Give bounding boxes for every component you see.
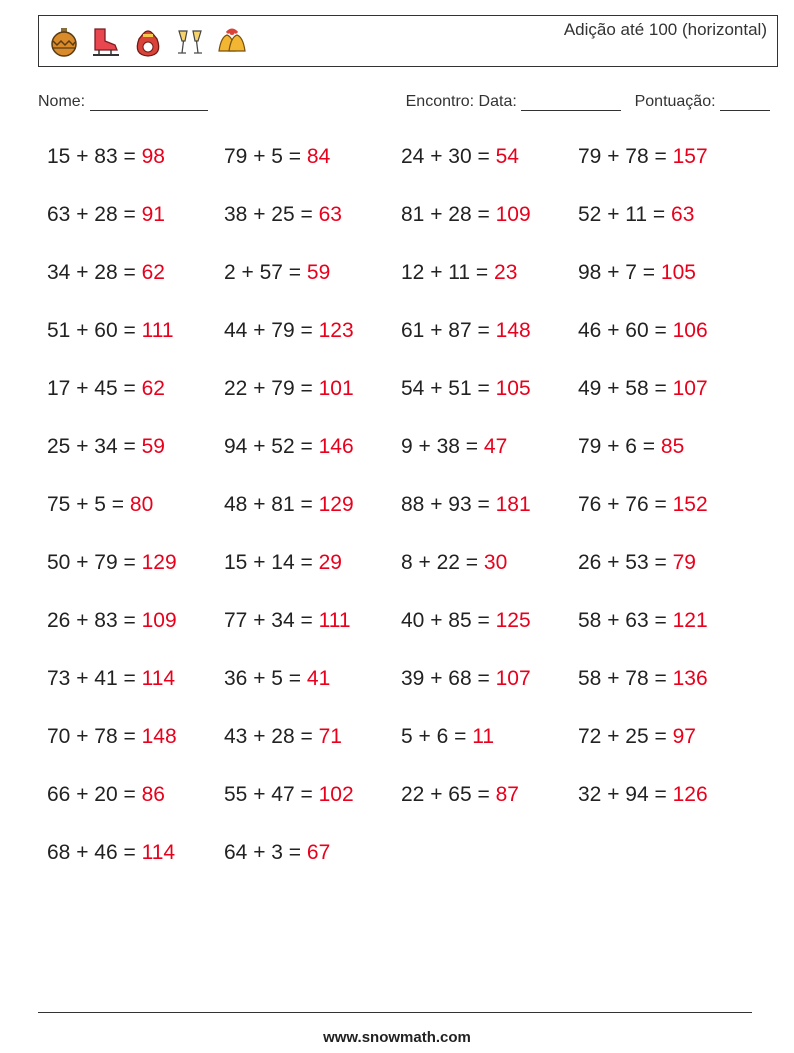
problem-expression: 94 + 52 = xyxy=(224,435,319,458)
name-label: Nome: xyxy=(38,93,86,110)
addition-problem xyxy=(578,261,696,285)
problem-answer: 71 xyxy=(318,725,342,748)
problem-expression: 72 + 25 = xyxy=(578,725,673,748)
problem-answer: 59 xyxy=(141,435,165,458)
addition-problem xyxy=(47,145,165,169)
problem-answer: 114 xyxy=(141,667,176,690)
problem-answer: 123 xyxy=(318,319,354,342)
problem-answer: 87 xyxy=(495,783,519,806)
addition-problem xyxy=(401,203,531,227)
problem-answer: 59 xyxy=(306,261,331,284)
score-blank[interactable] xyxy=(720,96,770,111)
problem-answer: 97 xyxy=(672,725,696,748)
problem-answer: 109 xyxy=(141,609,177,632)
meeting-score-fields xyxy=(406,93,770,111)
addition-problem xyxy=(578,493,708,517)
addition-problem xyxy=(224,551,342,575)
problem-expression: 88 + 93 = xyxy=(401,493,496,516)
problem-expression: 25 + 34 = xyxy=(47,435,142,458)
addition-problem xyxy=(47,841,175,865)
problem-expression: 46 + 60 = xyxy=(578,319,673,342)
addition-problem xyxy=(224,435,354,459)
addition-problem xyxy=(578,435,684,459)
addition-problem xyxy=(224,377,354,401)
problem-expression: 64 + 3 = xyxy=(224,841,307,864)
addition-problem xyxy=(47,783,165,807)
addition-problem xyxy=(47,609,177,633)
problem-answer: 107 xyxy=(672,377,708,400)
problem-answer: 125 xyxy=(495,609,531,632)
addition-problem xyxy=(401,551,507,575)
addition-problem xyxy=(47,203,165,227)
problem-answer: 148 xyxy=(141,725,177,748)
addition-problem xyxy=(401,435,507,459)
addition-problem xyxy=(401,261,517,285)
problem-answer: 129 xyxy=(141,551,177,574)
footer-url: www.snowmath.com xyxy=(323,1029,471,1046)
addition-problem xyxy=(401,783,519,807)
addition-problem xyxy=(401,609,531,633)
problem-answer: 111 xyxy=(141,319,174,342)
problem-expression: 76 + 76 = xyxy=(578,493,673,516)
addition-problem xyxy=(224,841,330,865)
problem-answer: 63 xyxy=(318,203,342,226)
problem-expression: 17 + 45 = xyxy=(47,377,142,400)
addition-problem xyxy=(578,725,696,749)
problem-expression: 68 + 46 = xyxy=(47,841,142,864)
problem-answer: 47 xyxy=(483,435,508,458)
problem-answer: 152 xyxy=(672,493,708,516)
problem-expression: 48 + 81 = xyxy=(224,493,319,516)
worksheet-title: Adição até 100 (horizontal) xyxy=(563,20,767,39)
footer-divider xyxy=(38,1012,752,1013)
problem-answer: 84 xyxy=(306,145,331,168)
problem-answer: 121 xyxy=(672,609,708,632)
problem-answer: 67 xyxy=(306,841,331,864)
addition-problem xyxy=(224,493,354,517)
addition-problem xyxy=(47,667,175,691)
problem-expression: 98 + 7 = xyxy=(578,261,661,284)
worksheet-header xyxy=(38,15,778,67)
problem-expression: 8 + 22 = xyxy=(401,551,484,574)
problem-expression: 34 + 28 = xyxy=(47,261,142,284)
problem-expression: 26 + 83 = xyxy=(47,609,142,632)
meeting-date-label: Encontro: Data: xyxy=(405,93,517,110)
problem-answer: 114 xyxy=(141,841,176,864)
problem-expression: 58 + 63 = xyxy=(578,609,673,632)
problem-expression: 49 + 58 = xyxy=(578,377,673,400)
christmas-bells-icon xyxy=(215,25,249,59)
addition-problem xyxy=(578,667,708,691)
addition-problem xyxy=(47,261,165,285)
problem-expression: 66 + 20 = xyxy=(47,783,142,806)
problem-answer: 181 xyxy=(495,493,531,516)
addition-problem xyxy=(578,551,696,575)
addition-problem xyxy=(224,261,330,285)
problem-answer: 29 xyxy=(318,551,342,574)
addition-problem xyxy=(578,783,708,807)
addition-problem xyxy=(578,203,694,227)
date-blank[interactable] xyxy=(521,96,621,111)
problem-answer: 129 xyxy=(318,493,354,516)
addition-problem xyxy=(578,319,708,343)
problem-expression: 32 + 94 = xyxy=(578,783,673,806)
addition-problem xyxy=(224,667,330,691)
problem-expression: 15 + 14 = xyxy=(224,551,319,574)
addition-problem xyxy=(224,319,354,343)
problem-expression: 79 + 5 = xyxy=(224,145,307,168)
problem-answer: 23 xyxy=(494,261,518,284)
problem-answer: 136 xyxy=(672,667,708,690)
problem-expression: 39 + 68 = xyxy=(401,667,496,690)
problem-answer: 105 xyxy=(495,377,531,400)
problem-expression: 75 + 5 = xyxy=(47,493,130,516)
problem-expression: 81 + 28 = xyxy=(401,203,496,226)
problem-answer: 98 xyxy=(141,145,165,168)
problem-expression: 36 + 5 = xyxy=(224,667,307,690)
problem-answer: 157 xyxy=(672,145,708,168)
addition-problem xyxy=(47,551,177,575)
problem-expression: 61 + 87 = xyxy=(401,319,496,342)
addition-problem xyxy=(47,493,153,517)
problem-expression: 58 + 78 = xyxy=(578,667,673,690)
addition-problem xyxy=(224,609,351,633)
header-icons xyxy=(47,24,249,60)
problem-expression: 55 + 47 = xyxy=(224,783,319,806)
problem-expression: 73 + 41 = xyxy=(47,667,142,690)
problem-expression: 22 + 65 = xyxy=(401,783,496,806)
problem-answer: 91 xyxy=(141,203,165,226)
addition-problem xyxy=(47,319,174,343)
addition-problem xyxy=(401,667,531,691)
champagne-glasses-icon xyxy=(173,25,207,59)
problem-answer: 148 xyxy=(495,319,531,342)
problem-answer: 111 xyxy=(318,609,351,632)
problem-expression: 50 + 79 = xyxy=(47,551,142,574)
addition-problem xyxy=(47,725,177,749)
addition-problem xyxy=(401,319,531,343)
problem-expression: 77 + 34 = xyxy=(224,609,319,632)
problem-answer: 54 xyxy=(495,145,519,168)
problem-answer: 11 xyxy=(472,725,495,748)
problem-answer: 62 xyxy=(141,377,165,400)
problem-expression: 24 + 30 = xyxy=(401,145,496,168)
addition-problem xyxy=(224,783,354,807)
score-label: Pontuação: xyxy=(634,93,716,110)
problem-answer: 41 xyxy=(306,667,331,690)
problem-expression: 15 + 83 = xyxy=(47,145,142,168)
problem-answer: 126 xyxy=(672,783,708,806)
problem-expression: 63 + 28 = xyxy=(47,203,142,226)
problem-expression: 43 + 28 = xyxy=(224,725,319,748)
problem-answer: 63 xyxy=(671,203,695,226)
addition-problem xyxy=(578,377,708,401)
problem-answer: 79 xyxy=(672,551,696,574)
problem-expression: 2 + 57 = xyxy=(224,261,307,284)
problem-answer: 109 xyxy=(495,203,531,226)
problem-answer: 101 xyxy=(318,377,354,400)
problem-expression: 22 + 79 = xyxy=(224,377,319,400)
problem-expression: 70 + 78 = xyxy=(47,725,142,748)
problem-expression: 5 + 6 = xyxy=(401,725,473,748)
problem-expression: 26 + 53 = xyxy=(578,551,673,574)
problem-expression: 38 + 25 = xyxy=(224,203,319,226)
problem-answer: 146 xyxy=(318,435,354,458)
problem-expression: 44 + 79 = xyxy=(224,319,319,342)
addition-problem xyxy=(578,609,708,633)
problem-answer: 86 xyxy=(141,783,165,806)
problem-expression: 12 + 11 = xyxy=(401,261,495,284)
ornament-ball-icon xyxy=(47,25,81,59)
addition-problem xyxy=(401,725,494,749)
name-field[interactable] xyxy=(38,93,208,111)
problem-expression: 79 + 78 = xyxy=(578,145,673,168)
problem-answer: 105 xyxy=(660,261,696,284)
problem-expression: 40 + 85 = xyxy=(401,609,496,632)
ice-skate-icon xyxy=(89,25,123,59)
problem-answer: 62 xyxy=(141,261,165,284)
problem-answer: 102 xyxy=(318,783,354,806)
problem-expression: 51 + 60 = xyxy=(47,319,142,342)
addition-problem xyxy=(401,145,519,169)
problem-answer: 107 xyxy=(495,667,531,690)
addition-problem xyxy=(224,203,342,227)
problem-answer: 30 xyxy=(483,551,508,574)
problem-expression: 52 + 11 = xyxy=(578,203,672,226)
addition-problem xyxy=(578,145,708,169)
addition-problem xyxy=(47,435,165,459)
problem-expression: 9 + 38 = xyxy=(401,435,484,458)
addition-problem xyxy=(401,377,531,401)
name-blank[interactable] xyxy=(90,96,208,111)
problem-expression: 54 + 51 = xyxy=(401,377,496,400)
problem-answer: 106 xyxy=(672,319,708,342)
addition-problem xyxy=(401,493,531,517)
gift-sack-icon xyxy=(131,25,165,59)
addition-problem xyxy=(224,725,342,749)
problem-answer: 85 xyxy=(660,435,685,458)
addition-problem xyxy=(47,377,165,401)
problem-expression: 79 + 6 = xyxy=(578,435,661,458)
addition-problem xyxy=(224,145,330,169)
problem-answer: 80 xyxy=(129,493,154,516)
